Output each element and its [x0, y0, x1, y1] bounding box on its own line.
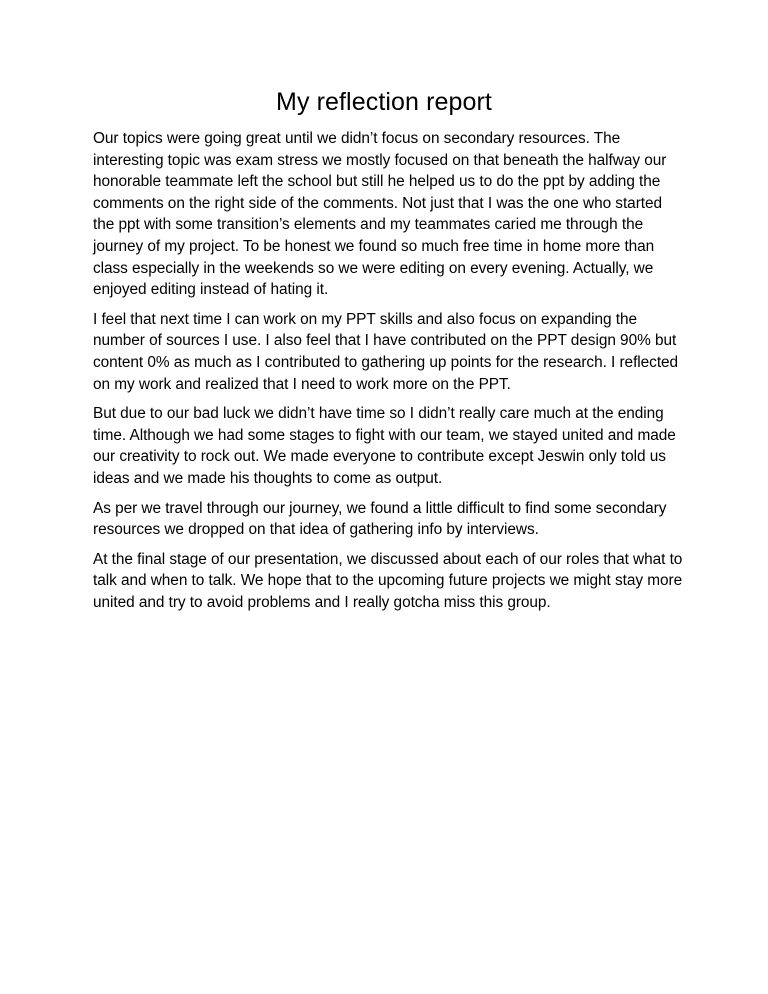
document-body: [93, 128, 683, 621]
paragraph-2: I feel that next time I can work on my PPT skills and also focus on expanding the number of sources I use. I also feel that I have contributed on the PPT design 90% but content 0% as much as I contributed to gathering up points for the research. I reflected on my work and realized that I need to work more on the PPT.: [93, 310, 679, 393]
paragraph-5: At the final stage of our presentation, we discussed about each of our roles that what to talk and when to talk. We hope that to the upcoming future projects we might stay more united and try to avoid problems and I really gotcha miss this group.: [93, 550, 683, 611]
document-title: My reflection report: [276, 88, 492, 116]
paragraph-3: But due to our bad luck we didn’t have time so I didn’t really care much at the ending time. Although we had some stages to fight with our team, we stayed united and made our creativity to rock out. We made everyone to contribute except Jeswin only told us ideas and we made his thoughts to come as output.: [93, 405, 676, 487]
paragraph-1: Our topics were going great until we didn’t focus on secondary resources. The interesting topic was exam stress we mostly focused on that beneath the halfway our honorable teammate left the school but still he helped us to do the ppt by adding the comments on the right side of the comments. Not just that I was the one who started the ppt with some transition’s elements and my teammates caried me through the journey of my project. To be honest we found so much free time in home more than class especially in the weekends so we were editing on every evening. Actually, we enjoyed editing instead of hating it.: [93, 130, 667, 299]
paragraph-4: As per we travel through our journey, we found a little difficult to find some secondary resources we dropped on that idea of gathering info by interviews.: [93, 499, 667, 539]
